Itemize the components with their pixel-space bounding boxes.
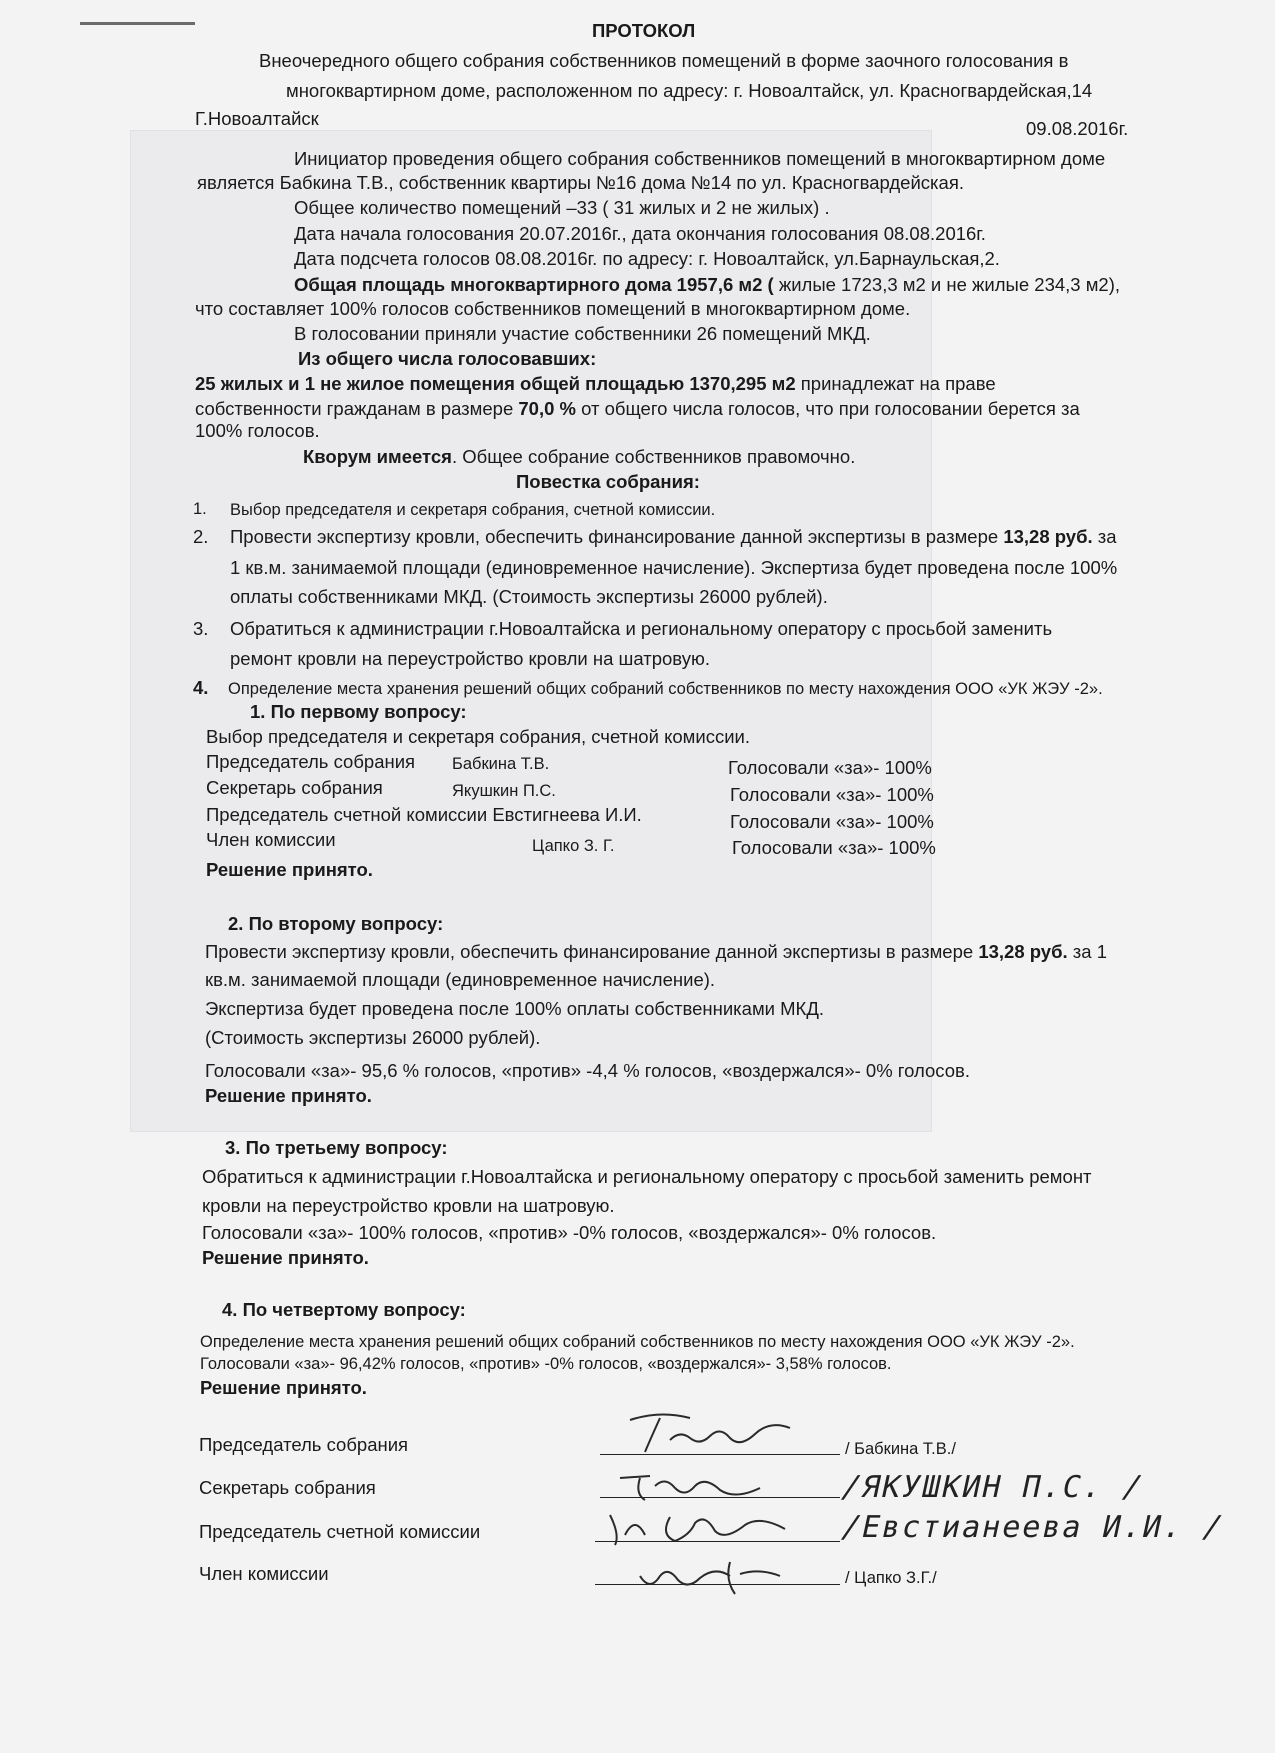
rooms-count: Общее количество помещений –33 ( 31 жилых и 2 не жилых) . [294,197,830,218]
sig-3-role: Председатель счетной комиссии [199,1521,481,1542]
q2-rate: 13,28 руб. [978,941,1068,962]
q3-votes: Голосовали «за»- 100% голосов, «против» -0% голосов, «воздержался»- 0% голосов. [202,1222,937,1243]
q4-votes: Голосовали «за»- 96,42% голосов, «против» -0% голосов, «воздержался»- 3,58% голосов. [200,1355,892,1373]
agenda-2-l1b: за [1092,526,1117,547]
q1-row-4-vote: Голосовали «за»- 100% [732,837,936,858]
city: Г.Новоалтайск [195,108,319,129]
total-area-line [294,274,1120,296]
voters-line-3: 100% голосов. [195,420,320,441]
agenda-2-l1a: Провести экспертизу кровли, обеспечить финансирование данной экспертизы в размере [230,526,1004,547]
q1-row-4-role: Член комиссии [206,829,336,850]
voters-line-2 [195,398,1080,420]
voters-percent: 70,0 % [518,398,576,419]
q4-heading: 4. По четвертому вопросу: [222,1299,466,1320]
sig-1-name: / Бабкина Т.В./ [845,1440,956,1458]
sig-4-signature [630,1556,800,1596]
voters-rest: принадлежат на праве [795,373,996,394]
quorum-bold: Кворум имеется [303,446,452,467]
q2-line-4: (Стоимость экспертизы 26000 рублей). [205,1027,541,1048]
of-voters-heading: Из общего числа голосовавших: [298,348,597,369]
agenda-2-rate: 13,28 руб. [1003,526,1093,547]
sig-3-signature [600,1505,810,1549]
q2-decision: Решение принято. [205,1085,372,1106]
agenda-item-2-num: 2. [193,526,209,547]
q4-line-1: Определение места хранения решений общих собраний собственников по месту нахождения ООО «УК ЖЭУ -2». [200,1333,1075,1351]
agenda-item-4-num: 4. [193,677,209,698]
q1-row-2-name: Якушкин П.С. [452,782,556,800]
agenda-item-4-text: Определение места хранения решений общих собраний собственников по месту нахождения ООО «УК ЖЭУ -2». [228,680,1103,698]
sig-1-role: Председатель собрания [199,1434,409,1455]
agenda-item-2-line-1 [230,526,1117,548]
staple-mark [80,22,195,25]
subtitle-line-1: Внеочередного общего собрания собственников помещений в форме заочного голосования в [259,50,1069,71]
sig-4-role: Член комиссии [199,1563,329,1584]
agenda-item-3-num: 3. [193,618,209,639]
agenda-item-3-line-2: ремонт кровли на переустройство кровли на шатровую. [230,648,710,669]
initiator-line-2: является Бабкина Т.В., собственник квартиры №16 дома №14 по ул. Красногвардейская. [197,172,964,193]
q3-line-2: кровли на переустройство кровли на шатровую. [202,1195,615,1216]
sig-2-name: /ЯКУШКИН П.С. / [838,1470,1147,1505]
total-area-bold: Общая площадь многоквартирного дома 1957,6 м2 ( [294,274,774,295]
quorum-line [303,446,855,468]
sig-4-name: / Цапко З.Г./ [845,1569,937,1587]
q1-decision: Решение принято. [206,859,373,880]
agenda-item-1-text: Выбор председателя и секретаря собрания, счетной комиссии. [230,501,716,519]
q1-row-2-role: Секретарь собрания [206,777,383,798]
q2-line-1 [205,941,1107,963]
total-area-rest: жилые 1723,3 м2 и не жилые 234,3 м2), [773,274,1121,295]
agenda-item-2-line-3: оплаты собственниками МКД. (Стоимость экспертизы 26000 рублей). [230,586,828,607]
q1-text: Выбор председателя и секретаря собрания, счетной комиссии. [206,726,751,747]
voters-bold: 25 жилых и 1 не жилое помещения общей площадью 1370,295 м2 [195,373,796,394]
q2-line-2: кв.м. занимаемой площади (единовременное начисление). [205,969,716,990]
q3-heading: 3. По третьему вопросу: [225,1137,448,1158]
sig-2-role: Секретарь собрания [199,1477,376,1498]
sig-2-signature [610,1466,810,1506]
q4-decision: Решение принято. [200,1377,367,1398]
q2-votes: Голосовали «за»- 95,6 % голосов, «против» -4,4 % голосов, «воздержался»- 0% голосов. [205,1060,971,1081]
q2-line-3: Экспертиза будет проведена после 100% оплаты собственниками МКД. [205,998,824,1019]
initiator-line-1: Инициатор проведения общего собрания собственников помещений в многоквартирном доме [294,148,1106,169]
q1-row-3-role: Председатель счетной комиссии Евстигнеева И.И. [206,804,642,825]
quorum-rest: . Общее собрание собственников правомочно. [451,446,856,467]
q1-row-4-name: Цапко З. Г. [532,837,615,855]
q1-row-3-vote: Голосовали «за»- 100% [730,811,934,832]
q1-row-1-vote: Голосовали «за»- 100% [728,757,932,778]
agenda-item-1-num: 1. [193,500,207,518]
q3-decision: Решение принято. [202,1247,369,1268]
voters-l2-b: от общего числа голосов, что при голосовании берется за [576,398,1080,419]
q2-l1a: Провести экспертизу кровли, обеспечить финансирование данной экспертизы в размере [205,941,979,962]
document-title: ПРОТОКОЛ [592,20,696,41]
count-date: Дата подсчета голосов 08.08.2016г. по адресу: г. Новоалтайск, ул.Барнаульская,2. [294,248,1000,269]
q3-line-1: Обратиться к администрации г.Новоалтайска и региональному оператору с просьбой заменить ремонт [202,1166,1092,1187]
total-area-line-2: что составляет 100% голосов собственников помещений в многоквартирном доме. [195,298,911,319]
document-date: 09.08.2016г. [1026,118,1129,139]
q1-row-1-name: Бабкина Т.В. [452,755,550,773]
q1-row-1-role: Председатель собрания [206,751,416,772]
voting-dates: Дата начала голосования 20.07.2016г., дата окончания голосования 08.08.2016г. [294,223,986,244]
sig-3-name: /Евстианеева И.И. / [838,1510,1227,1545]
agenda-item-2-line-2: 1 кв.м. занимаемой площади (единовременное начисление). Экспертиза будет проведена после 100% [230,557,1118,578]
voters-line-1 [195,373,996,395]
participants: В голосовании приняли участие собственники 26 помещений МКД. [294,323,871,344]
q2-l1b: за 1 [1067,941,1108,962]
subtitle-line-2: многоквартирном доме, расположенном по адресу: г. Новоалтайск, ул. Красногвардейская,14 [286,80,1093,101]
q1-row-2-vote: Голосовали «за»- 100% [730,784,934,805]
agenda-heading: Повестка собрания: [516,471,700,492]
sig-1-signature [620,1410,820,1458]
agenda-item-3-line-1: Обратиться к администрации г.Новоалтайска и региональному оператору с просьбой заменить [230,618,1053,639]
q1-heading: 1. По первому вопросу: [250,701,467,722]
voters-l2-a: собственности гражданам в размере [195,398,519,419]
q2-heading: 2. По второму вопросу: [228,913,444,934]
